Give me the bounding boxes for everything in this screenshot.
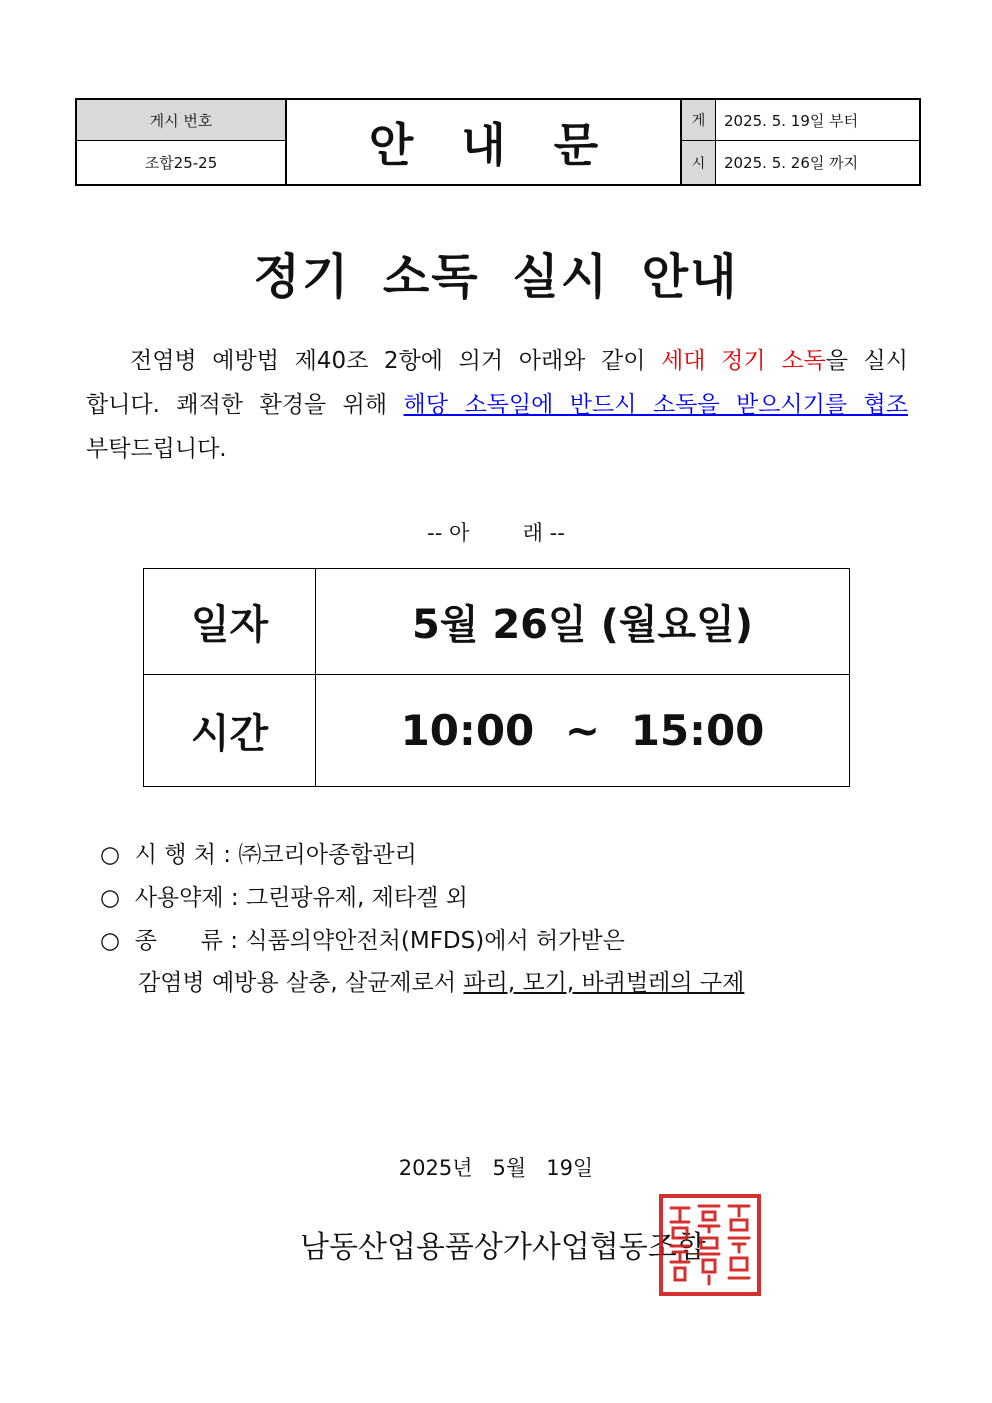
organization-name: 남동산업용품상가사업협동조합	[300, 1230, 706, 1265]
contractor-item: ○ 시 행 처 : ㈜코리아종합관리	[100, 842, 417, 868]
time-value: 10:00 ~ 15:00	[400, 706, 765, 755]
chemicals-item: ○ 사용약제 : 그린팡유제, 제타겔 외	[100, 885, 468, 911]
highlight-red-text: 세대 정기 소독	[661, 348, 826, 374]
period-label-2: 시	[680, 141, 716, 184]
post-number: 조합25-25	[77, 141, 287, 184]
body-paragraph-line-3: 부탁드립니다.	[86, 436, 227, 462]
period-label-1: 게	[680, 100, 716, 141]
type-item: ○ 종 류 : 식품의약안전처(MFDS)에서 허가받은	[100, 928, 625, 954]
header-table	[75, 98, 921, 186]
highlight-blue-text: 해당 소독일에 반드시 소독을 받으시기를 협조	[403, 392, 908, 418]
section-divider: -- 아 래 --	[427, 521, 565, 545]
time-label: 시간	[144, 675, 316, 786]
date-label: 일자	[144, 569, 316, 675]
notice-title: 안내문	[368, 118, 647, 172]
body-text: 전염병 예방법 제40조 2항에 의거 아래와 같이	[130, 348, 662, 374]
issue-date: 2025년 5월 19일	[398, 1156, 594, 1180]
body-text: 감염병 예방용 살충, 살균제로서	[138, 970, 464, 996]
period-from: 2025. 5. 19일 부터	[716, 100, 919, 141]
type-item-continued	[138, 968, 744, 998]
body-paragraph-line-1	[86, 346, 908, 376]
body-text: 을 실시	[825, 348, 908, 374]
post-number-label: 게시 번호	[77, 100, 287, 141]
page-title: 정기 소독 실시 안내	[253, 249, 739, 305]
body-paragraph-line-2	[86, 390, 908, 420]
schedule-table	[143, 568, 850, 787]
body-text: 합니다. 쾌적한 환경을 위해	[86, 392, 404, 418]
date-value: 5월 26일 (월요일)	[316, 569, 849, 675]
underlined-text: 파리, 모기, 바퀴벌레의 구제	[463, 970, 745, 996]
seal-icon	[663, 1198, 757, 1292]
official-seal-stamp	[659, 1194, 761, 1296]
period-to: 2025. 5. 26일 까지	[724, 154, 859, 172]
